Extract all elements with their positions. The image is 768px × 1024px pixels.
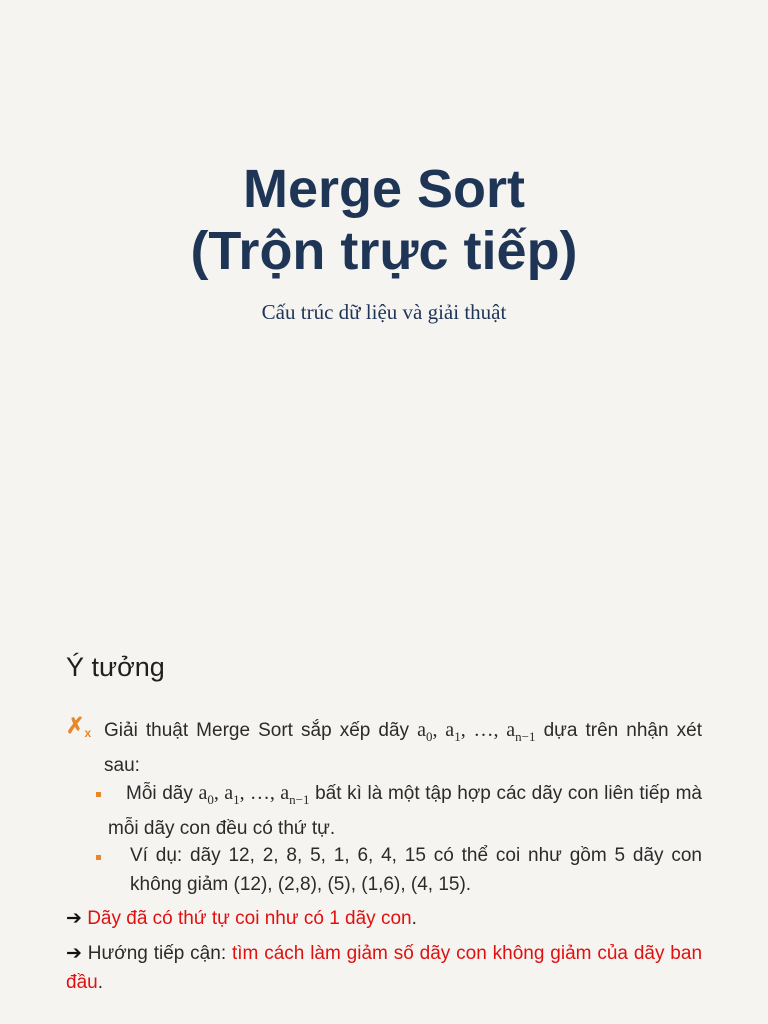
paragraph-conclusion-2 [66,939,702,997]
sequence-math-2: $a_0$, $a_1$, …, $a_{n-1}$ [198,782,310,807]
main-text-after: dựa trên nhận xét sau: [104,720,702,776]
slide-subtitle: Cấu trúc dữ liệu và giải thuật [261,300,507,324]
arrow-right-icon: ➔ [66,908,82,929]
title-line-2: (Trộn trực tiếp) [190,221,578,281]
sub1-text-after: bất kì là một tập hợp các dãy con liên tiếp mà mỗi dãy con đều có thứ tự. [108,783,702,839]
paragraph-main [104,716,702,780]
paragraph-sub-1 [108,779,702,843]
sub1-text: Mỗi dãy [126,783,199,804]
paragraph-conclusion-1 [66,904,702,933]
title-line-1: Merge Sort [242,159,526,219]
approach-lead: Hướng tiếp cận: [87,943,232,964]
paragraph-sub-2: Ví dụ: dãy 12, 2, 8, 5, 1, 6, 4, 15 có thể coi như gồm 5 dãy con không giảm (12), (2,8), (5), (1,6), (4, 15). [130,845,702,895]
main-text: Giải thuật Merge Sort sắp xếp dãy [104,720,418,741]
section-heading: Ý tưởng [66,652,165,682]
slide-title [0,158,768,282]
approach-red-text: tìm cách làm giảm số dãy con không giảm của dãy ban đầu [66,943,703,993]
conclusion-end: . [411,908,417,929]
conclusion-red-text: Dãy đã có thứ tự coi như có 1 dãy con [87,908,412,929]
cross-mark-icon: ✗x [66,713,92,740]
approach-end: . [97,972,103,993]
orange-square-icon [96,855,101,860]
sequence-math: $a_0$, $a_1$, …, $a_{n-1}$ [417,719,536,744]
orange-square-icon [96,792,101,797]
arrow-right-icon: ➔ [66,943,82,964]
